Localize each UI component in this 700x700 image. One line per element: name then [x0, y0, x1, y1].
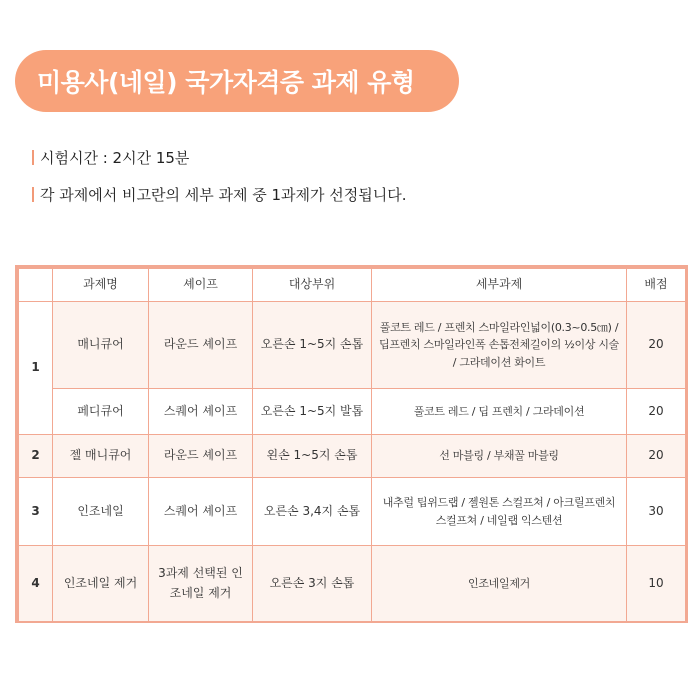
- task-score: 20: [627, 302, 686, 389]
- task-shape: 스퀘어 셰이프: [149, 478, 253, 546]
- task-detail: 내추럴 팁위드랩 / 젤원톤 스컬프쳐 / 아크릴프렌치 스컬프쳐 / 네일랩 익스텐션: [372, 478, 627, 546]
- task-detail: 인조네일제거: [372, 546, 627, 622]
- task-name: 매니큐어: [53, 302, 149, 389]
- page-title: [15, 50, 459, 112]
- table-row: [19, 546, 686, 622]
- table-row: [19, 435, 686, 478]
- task-area: 오른손 1~5지 발톱: [253, 389, 372, 435]
- notice-text: 각 과제에서 비고란의 세부 과제 중 1과제가 선정됩니다.: [40, 186, 407, 204]
- row-number: 3: [19, 478, 53, 546]
- row-number: 1: [19, 302, 53, 435]
- header-no: [19, 269, 53, 302]
- table-header-row: [19, 269, 686, 302]
- task-shape: 스퀘어 셰이프: [149, 389, 253, 435]
- task-name: 인조네일 제거: [53, 546, 149, 622]
- table-row: [19, 478, 686, 546]
- notice-line: [32, 184, 406, 205]
- header-score: 배점: [627, 269, 686, 302]
- task-name: 페디큐어: [53, 389, 149, 435]
- task-shape: 3과제 선택된 인조네일 제거: [149, 546, 253, 622]
- row-number: 4: [19, 546, 53, 622]
- exam-time-line: [32, 147, 189, 168]
- exam-time-text: 시험시간 : 2시간 15분: [40, 149, 190, 167]
- task-score: 30: [627, 478, 686, 546]
- task-area: 왼손 1~5지 손톱: [253, 435, 372, 478]
- task-name: 젤 매니큐어: [53, 435, 149, 478]
- bullet-bar: [32, 150, 34, 165]
- task-shape: 라운드 셰이프: [149, 302, 253, 389]
- table-row: [19, 302, 686, 389]
- task-area: 오른손 1~5지 손톱: [253, 302, 372, 389]
- bullet-bar: [32, 187, 34, 202]
- header-shape: 셰이프: [149, 269, 253, 302]
- task-detail: 선 마블링 / 부채꼴 마블링: [372, 435, 627, 478]
- task-shape: 라운드 셰이프: [149, 435, 253, 478]
- task-table: [15, 265, 688, 623]
- header-area: 대상부위: [253, 269, 372, 302]
- task-area: 오른손 3지 손톱: [253, 546, 372, 622]
- task-score: 10: [627, 546, 686, 622]
- header-name: 과제명: [53, 269, 149, 302]
- task-area: 오른손 3,4지 손톱: [253, 478, 372, 546]
- task-detail: 풀코트 레드 / 프렌치 스마일라인넓이(0.3~0.5㎝) / 딥프렌치 스마일라인폭 손톱전체길이의 ½이상 시술 / 그라데이션 화이트: [372, 302, 627, 389]
- task-name: 인조네일: [53, 478, 149, 546]
- task-score: 20: [627, 435, 686, 478]
- row-number: 2: [19, 435, 53, 478]
- page-title-text: 미용사(네일) 국가자격증 과제 유형: [37, 68, 415, 97]
- table-row: [19, 389, 686, 435]
- task-detail: 풀코트 레드 / 딥 프렌치 / 그라데이션: [372, 389, 627, 435]
- task-score: 20: [627, 389, 686, 435]
- header-detail: 세부과제: [372, 269, 627, 302]
